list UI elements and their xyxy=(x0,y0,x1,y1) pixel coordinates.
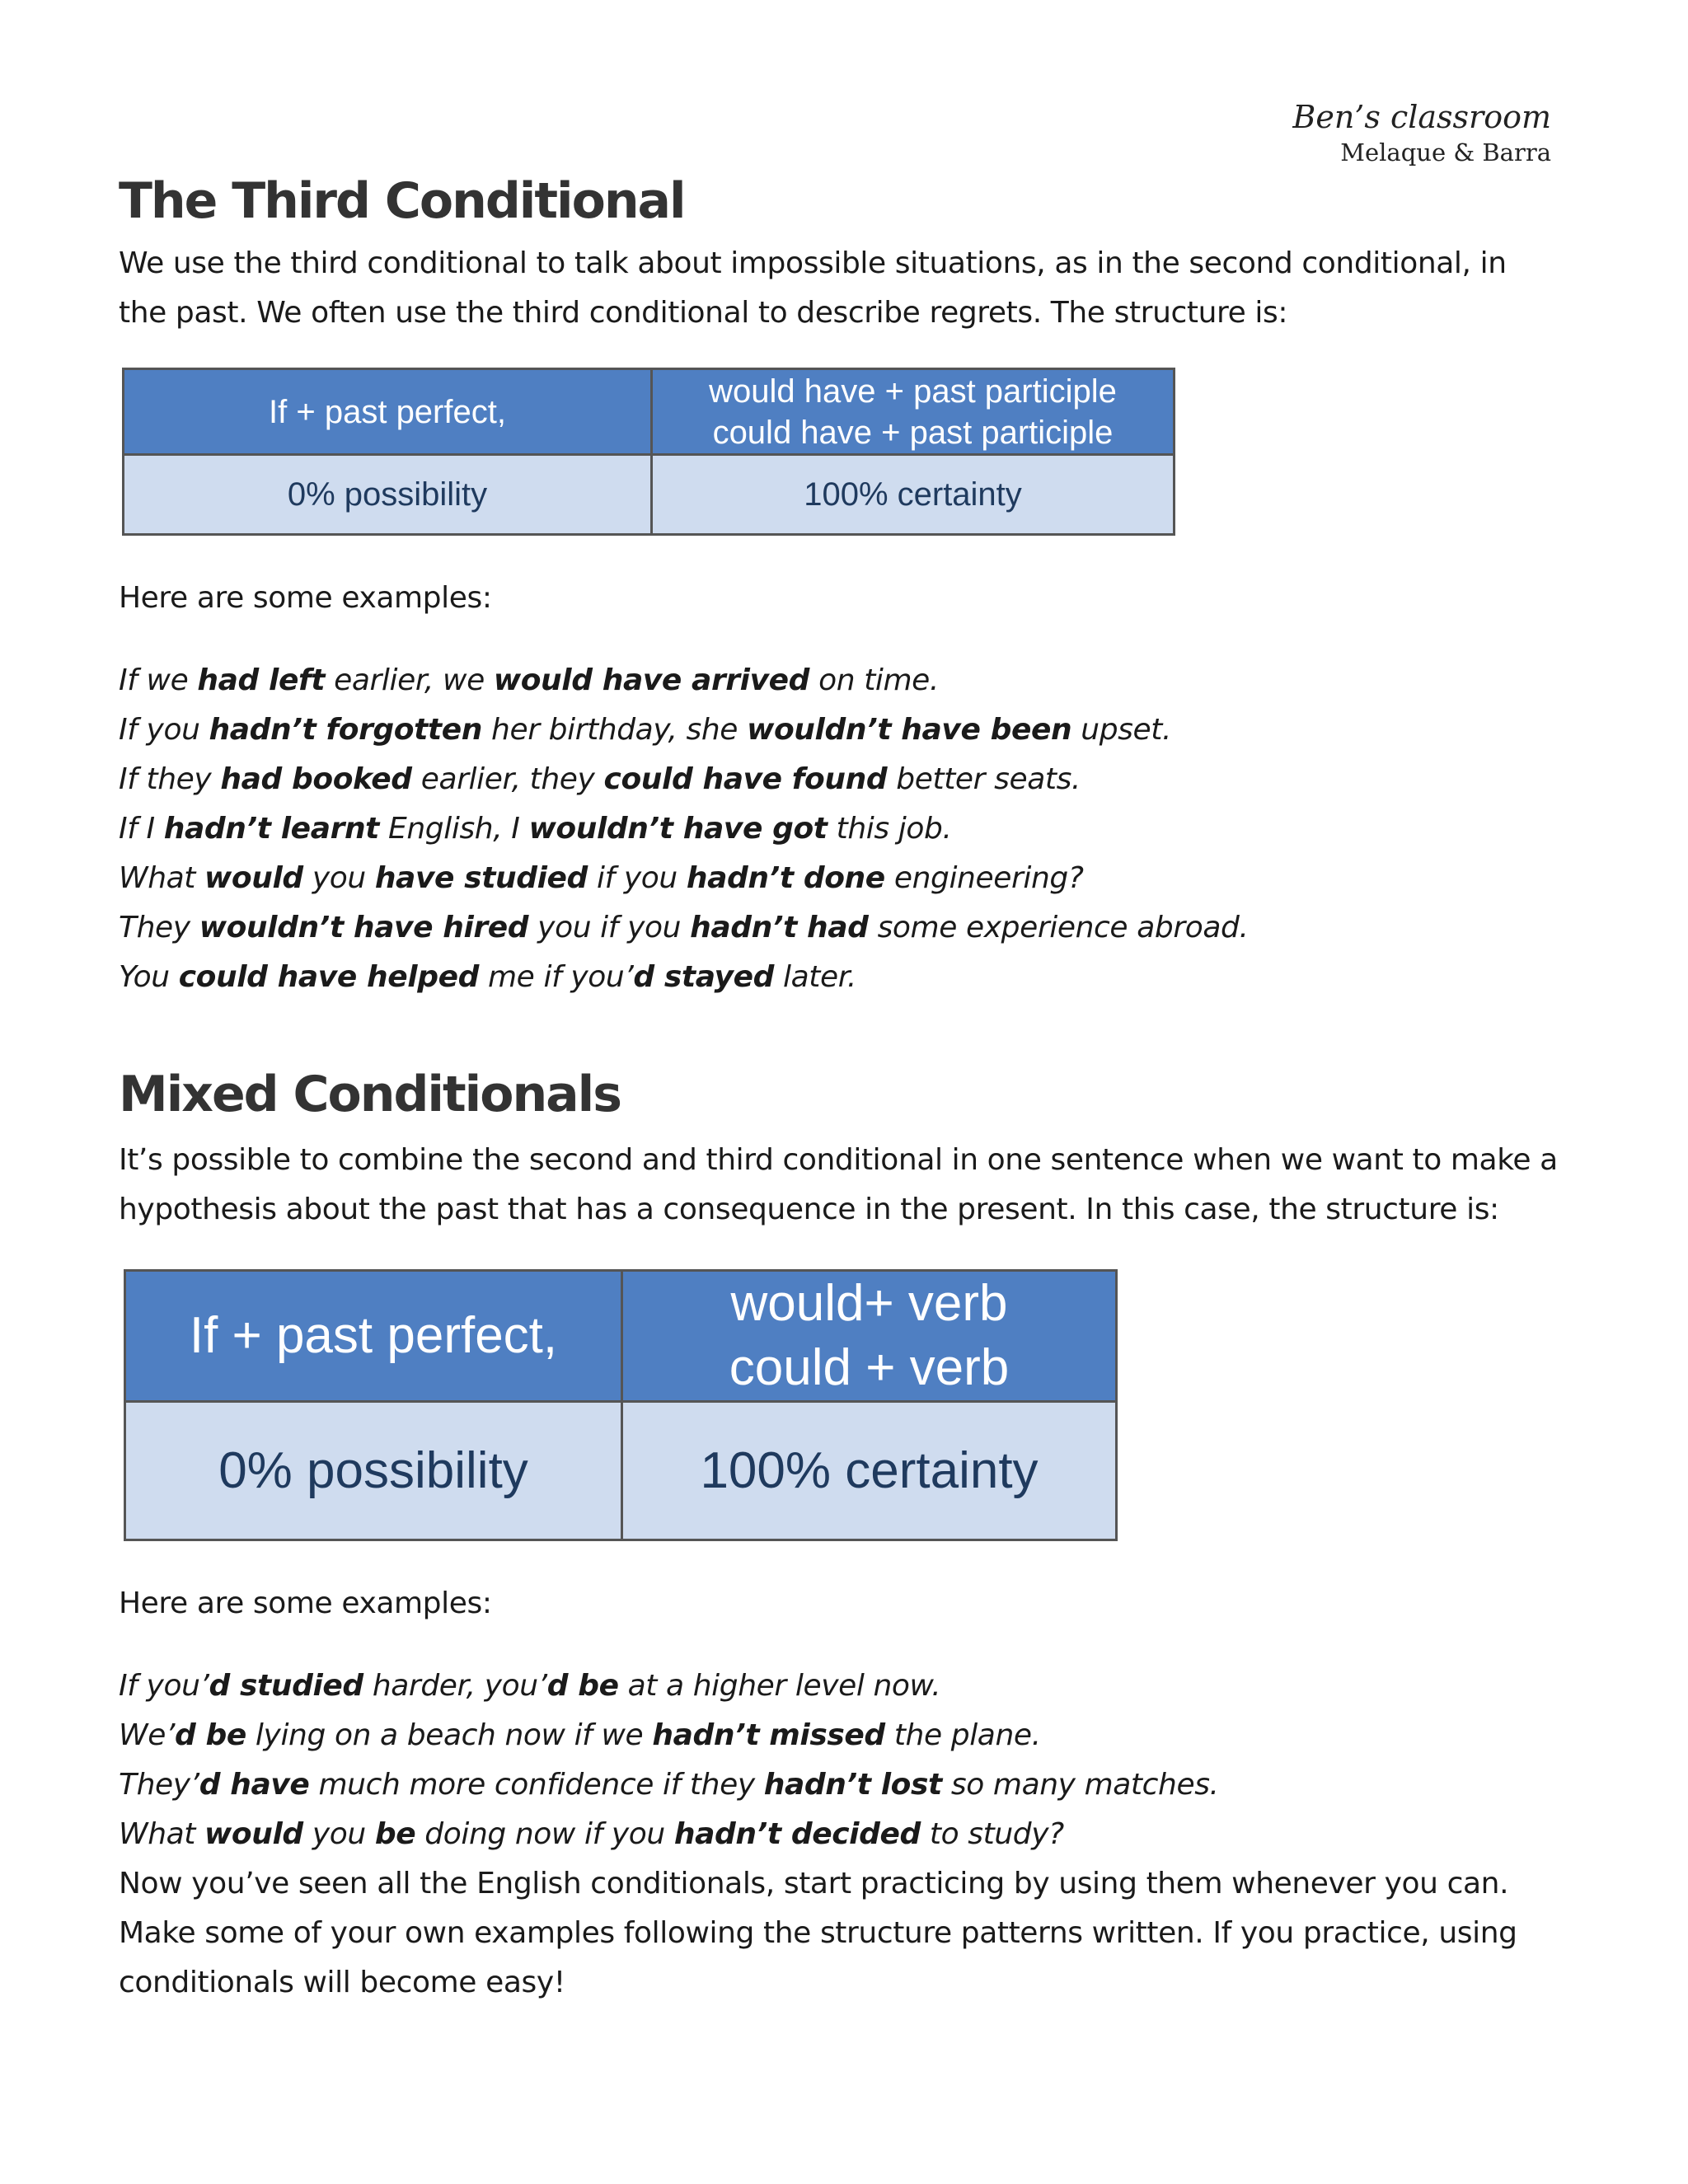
third-conditional-examples-label: Here are some examples: xyxy=(119,581,492,615)
verb-phrase-bold: hadn’t missed xyxy=(652,1718,885,1752)
example-sentence xyxy=(119,1711,1563,1760)
sentence-text: some experience abroad. xyxy=(868,911,1249,944)
sentence-text: her birthday, she xyxy=(481,713,748,747)
verb-phrase-bold: could have found xyxy=(603,762,888,796)
verb-phrase-bold: had booked xyxy=(220,762,412,796)
third-conditional-intro: We use the third conditional to talk about impossible situations, as in the second conditional, in the past. We often use the third conditional to describe regrets. The structure is: xyxy=(119,246,1507,330)
verb-phrase-bold: d be xyxy=(546,1669,619,1703)
sentence-text: What xyxy=(119,1817,205,1851)
example-sentence xyxy=(119,854,1563,903)
mixed-cell-if-clause: If + past perfect, xyxy=(125,1271,622,1402)
sentence-text: lying on a beach now if we xyxy=(246,1718,653,1752)
result-line-could: could have + past participle xyxy=(712,414,1114,451)
example-sentence xyxy=(119,1760,1563,1810)
mixed-cell-certainty: 100% certainty xyxy=(622,1402,1117,1540)
structure-cell-possibility: 0% possibility xyxy=(124,455,652,535)
sentence-text: you xyxy=(302,861,375,895)
verb-phrase-bold: would xyxy=(204,861,303,895)
verb-phrase-bold: wouldn’t have been xyxy=(747,713,1072,747)
verb-phrase-bold: hadn’t lost xyxy=(763,1768,942,1802)
sentence-text: They’ xyxy=(119,1768,199,1802)
mixed-result-line-could: could + verb xyxy=(729,1339,1010,1396)
mixed-conditionals-example-list xyxy=(119,1661,1563,1859)
verb-phrase-bold: wouldn’t have got xyxy=(528,812,828,846)
page-header xyxy=(1292,97,1551,168)
sentence-text: me if you’ xyxy=(478,960,634,994)
sentence-text: If you xyxy=(119,713,209,747)
verb-phrase-bold: hadn’t learnt xyxy=(163,812,379,846)
header-subtitle: Melaque & Barra xyxy=(1340,138,1551,166)
mixed-cell-result-clause xyxy=(622,1271,1117,1402)
third-conditional-structure-table xyxy=(122,368,1175,536)
mixed-conditionals-examples-label: Here are some examples: xyxy=(119,1586,492,1620)
sentence-text: the plane. xyxy=(884,1718,1041,1752)
verb-phrase-bold: wouldn’t have hired xyxy=(199,911,529,944)
verb-phrase-bold: hadn’t forgotten xyxy=(209,713,482,747)
verb-phrase-bold: hadn’t had xyxy=(690,911,869,944)
mixed-result-line-would: would+ verb xyxy=(730,1275,1008,1332)
third-conditional-heading: The Third Conditional xyxy=(119,172,685,230)
verb-phrase-bold: hadn’t done xyxy=(686,861,885,895)
verb-phrase-bold: would xyxy=(204,1817,303,1851)
sentence-text: English, I xyxy=(378,812,529,846)
sentence-text: later. xyxy=(773,960,856,994)
example-sentence xyxy=(119,656,1563,705)
mixed-conditionals-heading: Mixed Conditionals xyxy=(119,1066,621,1123)
sentence-text: We’ xyxy=(119,1718,175,1752)
example-sentence xyxy=(119,1661,1563,1711)
example-sentence xyxy=(119,755,1563,804)
verb-phrase-bold: had left xyxy=(197,663,326,697)
verb-phrase-bold: be xyxy=(374,1817,416,1851)
sentence-text: better seats. xyxy=(887,762,1081,796)
sentence-text: upset. xyxy=(1071,713,1172,747)
verb-phrase-bold: d be xyxy=(175,1718,246,1752)
sentence-text: engineering? xyxy=(884,861,1084,895)
example-sentence xyxy=(119,953,1563,1002)
structure-cell-certainty: 100% certainty xyxy=(652,455,1175,535)
sentence-text: If we xyxy=(119,663,198,697)
sentence-text: you xyxy=(302,1817,375,1851)
sentence-text: you if you xyxy=(528,911,691,944)
example-sentence xyxy=(119,903,1563,953)
sentence-text: to study? xyxy=(920,1817,1064,1851)
sentence-text: doing now if you xyxy=(415,1817,674,1851)
sentence-text: What xyxy=(119,861,205,895)
verb-phrase-bold: could have helped xyxy=(178,960,479,994)
verb-phrase-bold: hadn’t decided xyxy=(673,1817,921,1851)
example-sentence xyxy=(119,705,1563,755)
sentence-text: at a higher level now. xyxy=(618,1669,941,1703)
verb-phrase-bold: would have arrived xyxy=(493,663,810,697)
header-title: Ben’s classroom xyxy=(1292,99,1551,135)
sentence-text: If you’ xyxy=(119,1669,209,1703)
sentence-text: They xyxy=(119,911,199,944)
structure-cell-result-clause xyxy=(652,369,1175,455)
verb-phrase-bold: d stayed xyxy=(633,960,774,994)
third-conditional-example-list xyxy=(119,656,1563,1002)
sentence-text: if you xyxy=(587,861,687,895)
structure-cell-if-clause: If + past perfect, xyxy=(124,369,652,455)
verb-phrase-bold: d have xyxy=(199,1768,310,1802)
sentence-text: this job. xyxy=(827,812,952,846)
example-sentence xyxy=(119,804,1563,854)
sentence-text: much more confidence if they xyxy=(309,1768,764,1802)
mixed-conditionals-intro: It’s possible to combine the second and third conditional in one sentence when we want to make a hypothesis about the past that has a consequence in the present. In this case, the structure is: xyxy=(119,1143,1558,1226)
sentence-text: If I xyxy=(119,812,164,846)
verb-phrase-bold: have studied xyxy=(374,861,588,895)
mixed-conditionals-structure-table xyxy=(124,1269,1118,1541)
sentence-text: You xyxy=(119,960,179,994)
sentence-text: so many matches. xyxy=(941,1768,1219,1802)
example-sentence xyxy=(119,1810,1563,1859)
sentence-text: earlier, we xyxy=(325,663,494,697)
sentence-text: earlier, they xyxy=(411,762,604,796)
sentence-text: harder, you’ xyxy=(363,1669,547,1703)
sentence-text: on time. xyxy=(809,663,939,697)
result-line-would: would have + past participle xyxy=(709,373,1117,410)
mixed-cell-possibility: 0% possibility xyxy=(125,1402,622,1540)
closing-paragraph: Now you’ve seen all the English conditionals, start practicing by using them whenever you can. Make some of your own examples following the structure patterns written. If you practice, using conditionals will become easy! xyxy=(119,1867,1517,1999)
sentence-text: If they xyxy=(119,762,221,796)
verb-phrase-bold: d studied xyxy=(209,1669,363,1703)
